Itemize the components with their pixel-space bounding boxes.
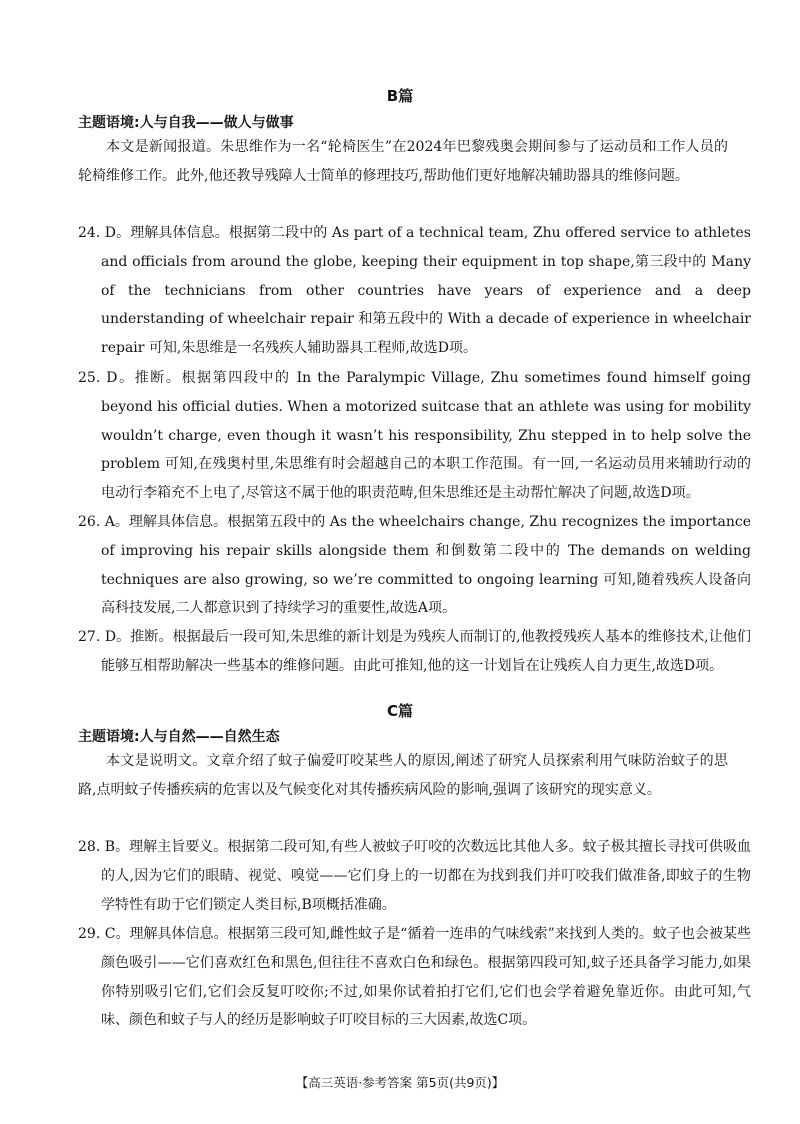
section-b-theme: 主题语境:人与自我——做人与做事 <box>78 115 294 131</box>
answer-24: 24. D。理解具体信息。根据第二段中的 As part of a technical team, Zhu offered service to athletes and officials from around the globe, keeping their equipment in top shape,第三段中的 Many of the technicians from other countries have years of experience and a deep understanding of wheelchair repair 和第五段中的 With a decade of experience in wheelchair repair 可知,朱思维是一名残疾人辅助器具工程师,故选D项。 <box>78 225 751 357</box>
page-footer: 【高三英语·参考答案 第5页(共9页)】 <box>295 1075 505 1090</box>
section-b-title: B篇 <box>386 87 414 105</box>
section-c-intro: 本文是说明文。文章介绍了蚊子偏爱叮咬某些人的原因,阐述了研究人员探索利用气味防治蚊子的思路,点明蚊子传播疾病的危害以及气候变化对其传播疾病风险的影响,强调了该研究的现实意义。 <box>78 753 728 798</box>
answer-27: 27. D。推断。根据最后一段可知,朱思维的新计划是为残疾人而制订的,他教授残疾人基本的维修技术,让他们能够互相帮助解决一些基本的维修问题。由此可推知,他的这一计划旨在让残疾人自力更生,故选D项。 <box>78 629 751 674</box>
answer-25: 25. D。推断。根据第四段中的 In the Paralympic Village, Zhu sometimes found himself going beyond his official duties. When a motorized suitcase that an athlete was using for mobility wouldn’t charge, even though it wasn’t his responsibility, Zhu stepped in to help solve the problem 可知,在残奥村里,朱思维有时会超越自己的本职工作范围。有一回,一名运动员用来辅助行动的电动行李箱充不上电了,尽管这不属于他的职责范畴,但朱思维还是主动帮忙解决了问题,故选D项。 <box>78 370 751 502</box>
section-c-theme: 主题语境:人与自然——自然生态 <box>78 729 280 745</box>
section-c-title: C篇 <box>386 702 413 720</box>
answer-28: 28. B。理解主旨要义。根据第二段可知,有些人被蚊子叮咬的次数远比其他人多。蚊子极其擅长寻找可供吸血的人,因为它们的眼睛、视觉、嗅觉——它们身上的一切都在为找到我们并叮咬我们做准备,即蚊子的生物学特性有助于它们锁定人类目标,B项概括准确。 <box>78 839 751 913</box>
answer-29: 29. C。理解具体信息。根据第三段可知,雌性蚊子是“循着一连串的气味线索”来找到人类的。蚊子也会被某些颜色吸引——它们喜欢红色和黑色,但往往不喜欢白色和绿色。根据第四段可知,蚊子还具备学习能力,如果你特别吸引它们,它们会反复叮咬你;不过,如果你试着拍打它们,它们也会学着避免靠近你。由此可知,气味、颜色和蚊子与人的经历是影响蚊子叮咬目标的三大因素,故选C项。 <box>78 926 751 1029</box>
section-b-intro: 本文是新闻报道。朱思维作为一名“轮椅医生”在2024年巴黎残奥会期间参与了运动员和工作人员的轮椅维修工作。此外,他还教导残障人士简单的修理技巧,帮助他们更好地解决辅助器具的维修问题。 <box>78 139 728 184</box>
answer-26: 26. A。理解具体信息。根据第五段中的 As the wheelchairs change, Zhu recognizes the importance of improving his repair skills alongside them 和倒数第二段中的 The demands on welding techniques are also growing, so we’re committed to ongoing learning 可知,随着残疾人设备向高科技发展,二人都意识到了持续学习的重要性,故选A项。 <box>78 514 751 617</box>
